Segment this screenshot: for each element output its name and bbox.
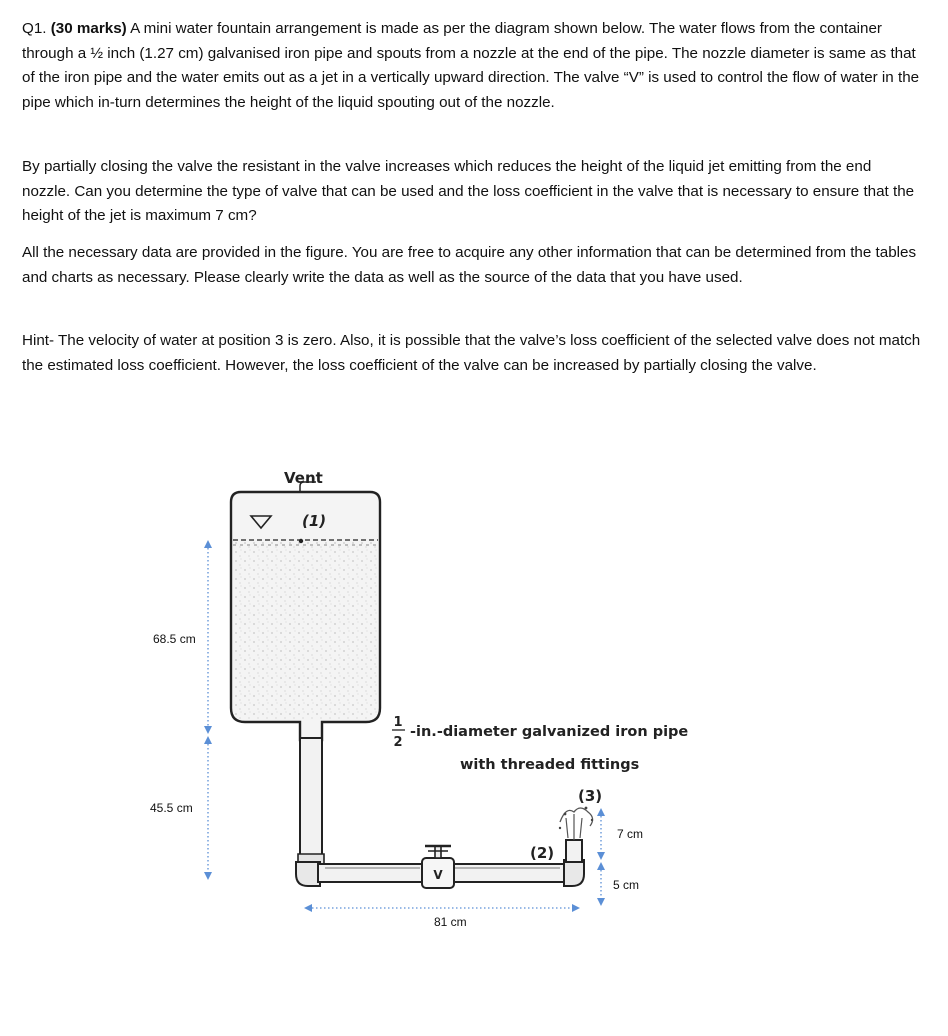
fraction-denominator: 2: [393, 735, 403, 750]
fraction-numerator: 1: [393, 715, 403, 730]
fountain-diagram: [0, 440, 948, 960]
dimension-jet-height: [601, 812, 643, 856]
dimension-horizontal-length: [308, 908, 576, 929]
tank-height-label: 68.5 cm: [153, 632, 196, 646]
question-hint-paragraph: Hint- The velocity of water at position 3 is zero. Also, it is possible that the valve’s loss coefficient of the selected valve does not match the estimated loss coefficient. However, the loss coefficient of the valve can be increased by partially closing the valve.: [22, 332, 921, 374]
water-jet: [559, 807, 593, 840]
horizontal-length-label: 81 cm: [434, 915, 467, 929]
dimension-nozzle-height: [601, 866, 639, 902]
nozzle: [566, 840, 582, 862]
pipe-label-line-2: with threaded fittings: [460, 757, 640, 773]
question-paragraph-3: All the necessary data are provided in the figure. You are free to acquire any other information that can be determined from the tables and charts as necessary. Please clearly write the data as well as the source of the data that you have used.: [22, 244, 917, 286]
valve: [422, 846, 454, 888]
question-intro-paragraph: [22, 17, 922, 115]
question-number: Q1.: [22, 20, 47, 37]
dimension-tank-height: [153, 544, 208, 730]
dimension-pipe-height: [150, 740, 208, 876]
vent-label: Vent: [284, 469, 323, 487]
jet-height-label: 7 cm: [617, 827, 644, 841]
pipe-label: [392, 715, 688, 773]
question-marks: (30 marks): [50, 20, 127, 37]
pipe-label-line-1: -in.-diameter galvanized iron pipe: [410, 724, 689, 740]
valve-label: V: [433, 868, 443, 882]
point-3-label: (3): [578, 787, 603, 805]
question-intro-text: A mini water fountain arrangement is made as per the diagram shown below. The water flows from the container through a ½ inch (1.27 cm) galvanised iron pipe and spouts from a nozzle at the end of the pipe. The nozzle diameter is same as that of the iron pipe and the water emits out as a jet in a vertically upward direction. The valve “V” is used to control the flow of water in the pipe which in-turn determines the height of the liquid spouting out of the nozzle.: [22, 20, 920, 111]
point-1-label: (1): [302, 512, 327, 530]
point-2-label: (2): [530, 844, 555, 862]
question-paragraph-2: By partially closing the valve the resistant in the valve increases which reduces the height of the liquid jet emitting from the end nozzle. Can you determine the type of valve that can be used and the loss coefficient in the valve that is necessary to ensure that the height of the jet is maximum 7 cm?: [22, 158, 915, 225]
nozzle-height-label: 5 cm: [613, 878, 640, 892]
point-1-marker: [299, 539, 303, 543]
pipe-height-label: 45.5 cm: [150, 801, 193, 815]
